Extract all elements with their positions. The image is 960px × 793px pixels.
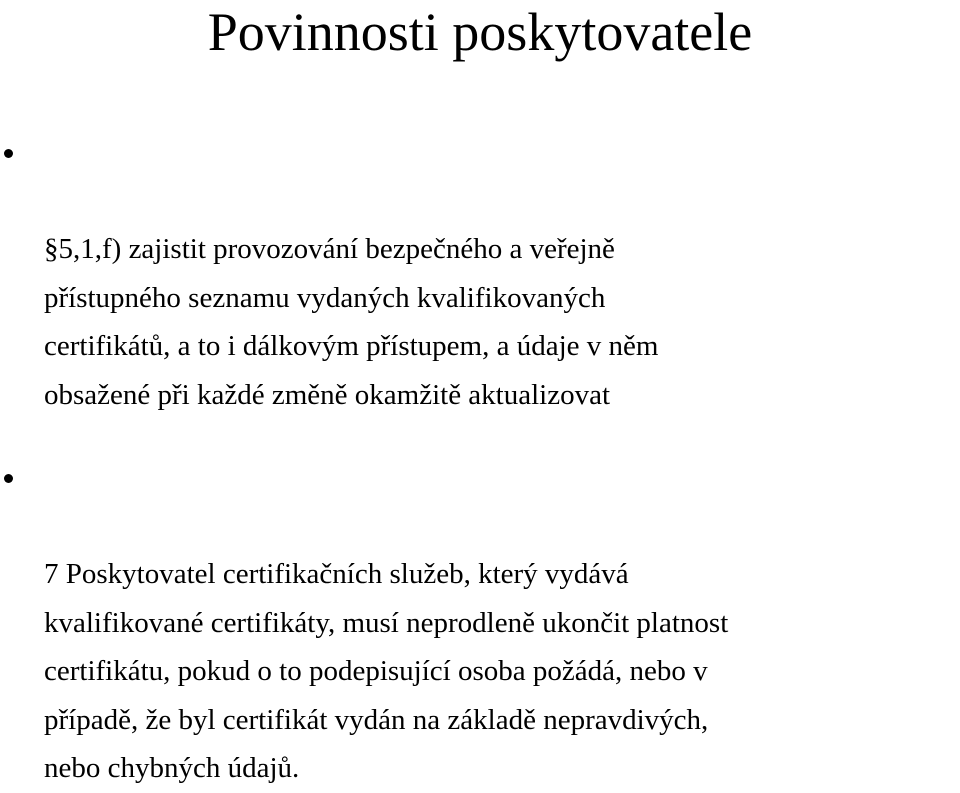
bullet-text: §5,1,f) zajistit provozování bezpečného a veřejně přístupného seznamu vydaných kvalifikovaných certifikátů, a to i dálkovým přístupem, a údaje v něm obsažené při každé změně okamžitě aktualizovat xyxy=(44,233,659,411)
bullet-dot-icon xyxy=(4,474,13,483)
bullet-text: 7 Poskytovatel certifikačních služeb, který vydává kvalifikované certifikáty, musí neprodleně ukončit platnost certifikátu, pokud o to podepisující osoba požádá, nebo v případě, že byl certifikát vydán na základě nepravdivých, nebo chybných údajů. xyxy=(44,558,729,784)
bullet-item-section-7 xyxy=(0,453,960,793)
bullet-list xyxy=(0,128,960,793)
bullet-dot-icon xyxy=(4,149,13,158)
bullet-item-section-5 xyxy=(0,128,960,419)
slide-title: Povinnosti poskytovatele xyxy=(207,2,753,62)
